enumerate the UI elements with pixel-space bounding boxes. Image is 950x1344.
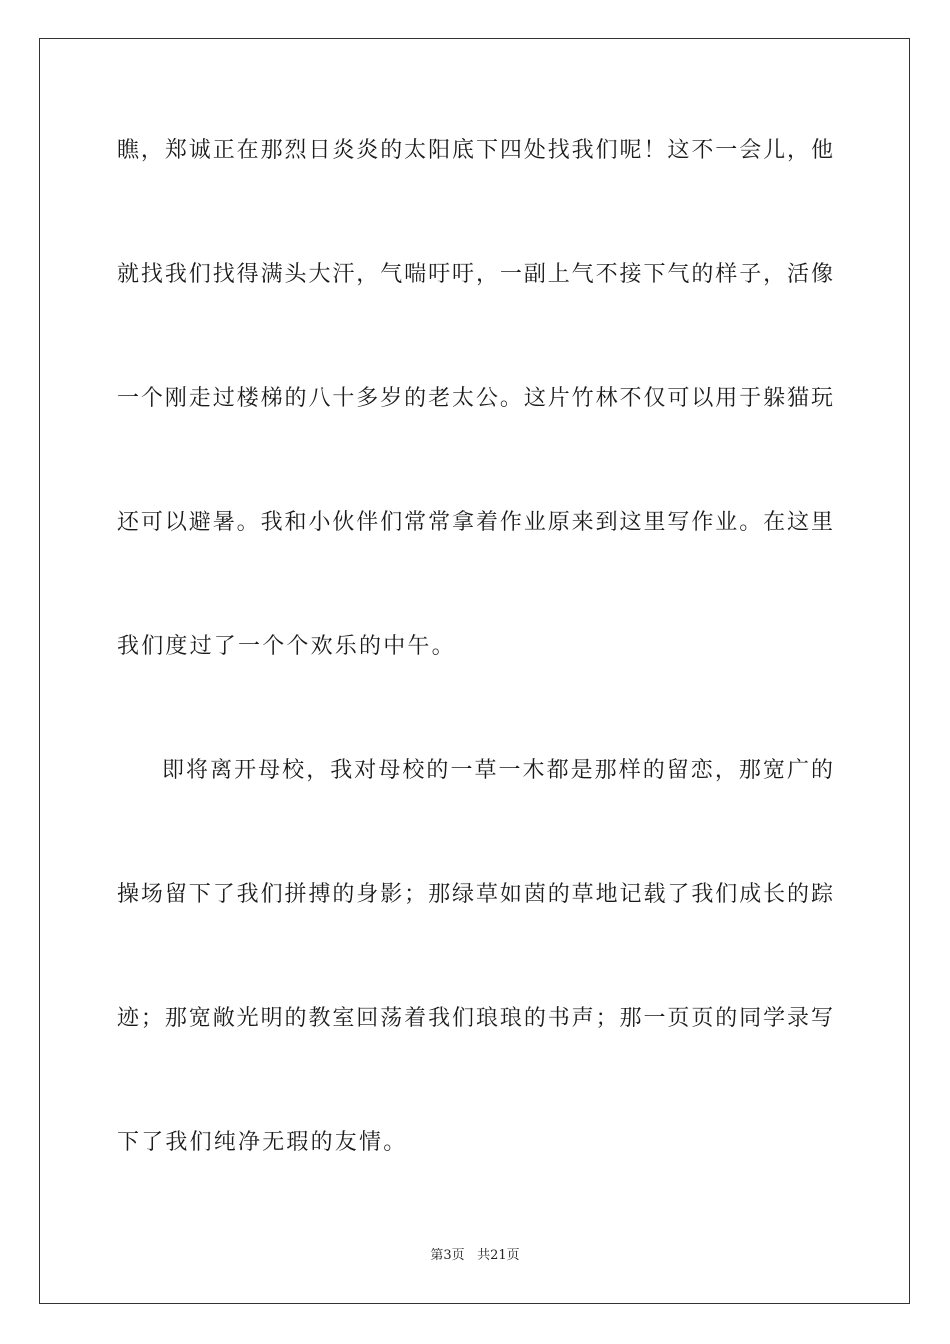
text-line-7: 操场留下了我们拼搏的身影；那绿草如茵的草地记载了我们成长的踪 xyxy=(117,882,833,907)
text-line-3: 一个刚走过楼梯的八十多岁的老太公。这片竹林不仅可以用于躲猫玩 xyxy=(117,386,833,411)
page-border xyxy=(39,38,910,1304)
text-line-5: 我们度过了一个个欢乐的中午。 xyxy=(117,634,456,659)
text-line-4: 还可以避暑。我和小伙伴们常常拿着作业原来到这里写作业。在这里 xyxy=(117,510,833,535)
text-line-2: 就找我们找得满头大汗，气喘吁吁，一副上气不接下气的样子，活像 xyxy=(117,262,833,287)
text-line-6: 即将离开母校，我对母校的一草一木都是那样的留恋，那宽广的 xyxy=(162,758,833,783)
page-total: 共21页 xyxy=(477,1248,520,1263)
text-line-8: 迹；那宽敞光明的教室回荡着我们琅琅的书声；那一页页的同学录写 xyxy=(117,1006,833,1031)
text-line-9: 下了我们纯净无瑕的友情。 xyxy=(117,1130,408,1155)
text-line-1: 瞧，郑诚正在那烈日炎炎的太阳底下四处找我们呢！这不一会儿，他 xyxy=(117,138,833,163)
page-footer xyxy=(0,1247,950,1265)
page-number: 第3页 xyxy=(430,1248,465,1263)
